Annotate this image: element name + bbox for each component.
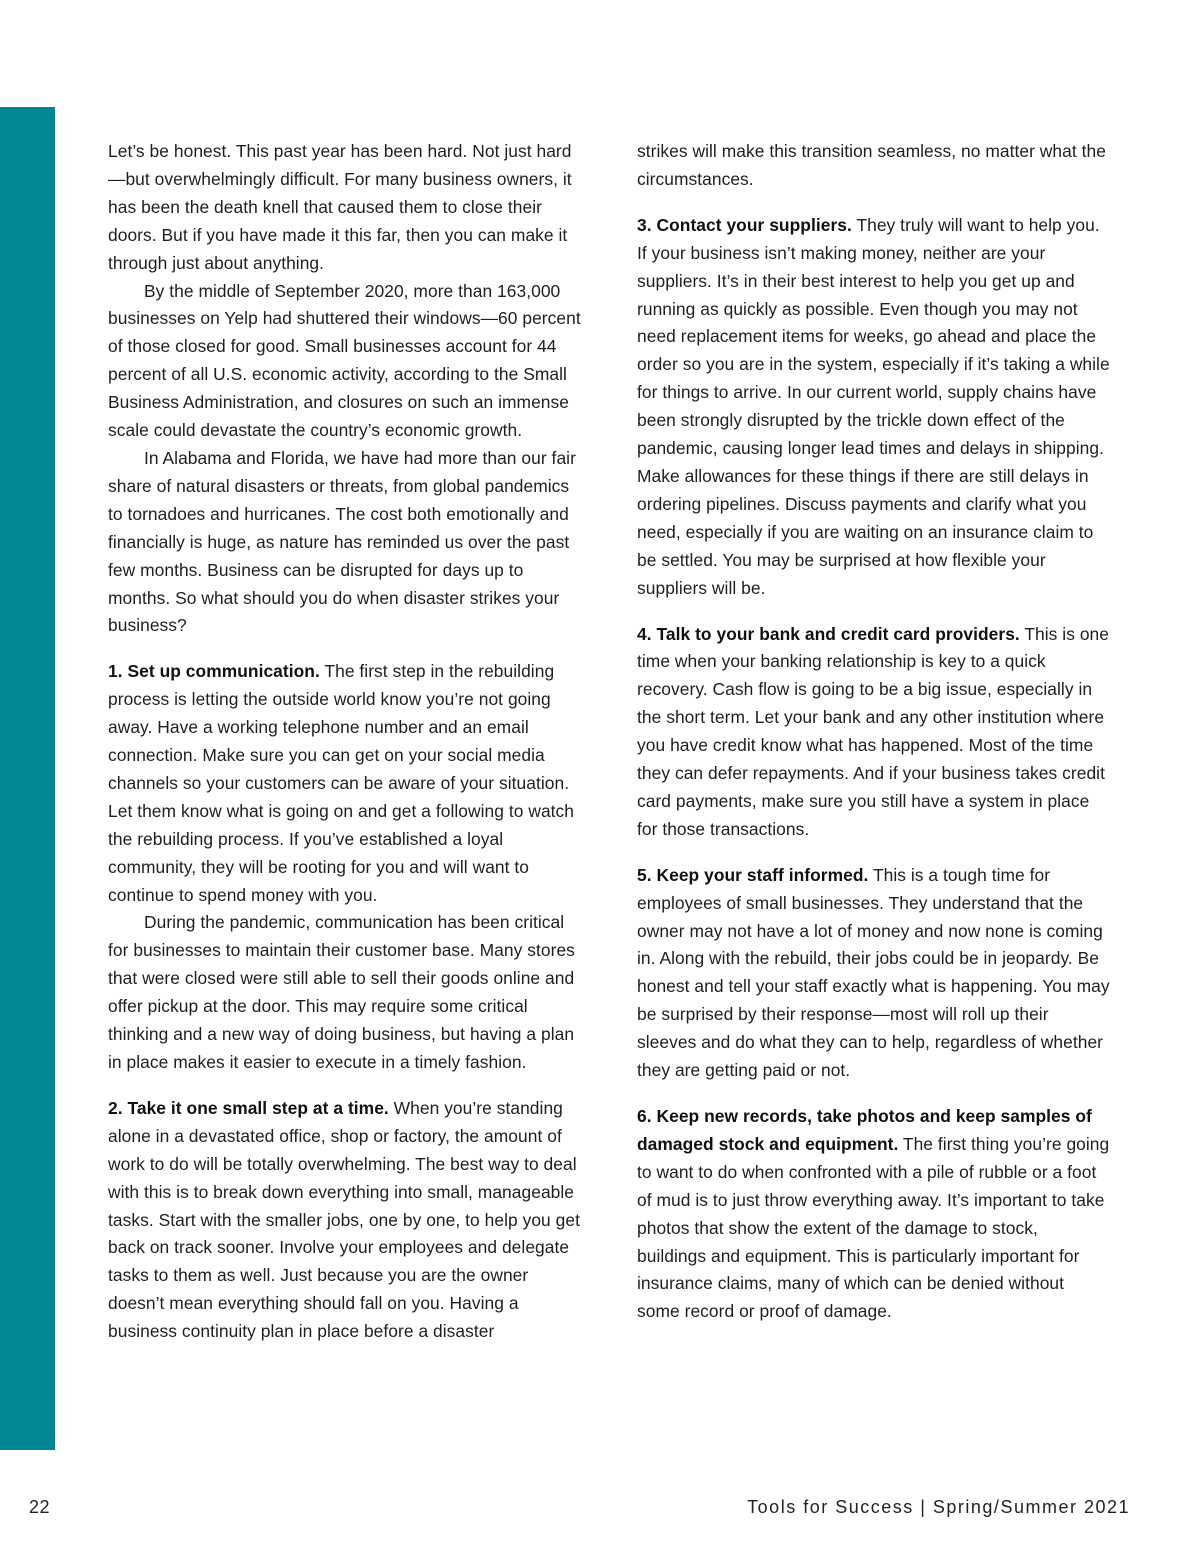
right-column: [637, 138, 1111, 1326]
intro-paragraph-2: By the middle of September 2020, more than 163,000 businesses on Yelp had shuttered their windows—60 percent of those closed for good. Small businesses account for 44 percent of all U.S. economic activity, according to the Small Business Administration, and closures on such an immense scale could devastate the country’s economic growth.: [108, 280, 581, 441]
step-3-paragraph: [637, 212, 1111, 603]
step-3-heading: 3. Contact your suppliers.: [637, 214, 852, 235]
intro-paragraph-3: In Alabama and Florida, we have had more than our fair share of natural disasters or threats, from global pandemics to tornadoes and hurricanes. The cost both emotionally and financially is huge, as nature has reminded us over the past few months. Business can be disrupted for days up to months. So what should you do when disaster strikes your business?: [108, 447, 576, 636]
publication-title: Tools for Success | Spring/Summer 2021: [747, 1497, 1130, 1517]
step-1-paragraph-2: During the pandemic, communication has been critical for businesses to maintain their customer base. Many stores that were closed were still able to sell their goods online and offer pickup at the door. This may require some critical thinking and a new way of doing business, but having a plan in place makes it easier to execute in a timely fashion.: [108, 912, 575, 1072]
step-6-paragraph: [637, 1103, 1111, 1326]
intro-paragraph-1: Let’s be honest. This past year has been hard. Not just hard—but overwhelmingly difficult. For many business owners, it has been the death knell that caused them to close their doors. But if you have made it this far, then you can make it through just about anything.: [108, 141, 572, 273]
step-5-heading: 5. Keep your staff informed.: [637, 864, 869, 885]
step-5-paragraph: [637, 862, 1111, 1085]
continuation-paragraph: strikes will make this transition seamless, no matter what the circumstances.: [637, 141, 1106, 189]
step-6-heading: 6. Keep new records, take photos and keep samples of damaged stock and equipment.: [637, 1106, 1092, 1154]
step-2-text: When you’re standing alone in a devastated office, shop or factory, the amount of work to do will be totally overwhelming. The best way to deal with this is to break down everything into small, manageable tasks. Start with the smaller jobs, one by one, to help you get back on track sooner. Involve your employees and delegate tasks to them as well. Just because you are the owner doesn’t mean everything should fall on you. Having a business continuity plan in place before a disaster: [108, 1097, 580, 1342]
step-4-paragraph: [637, 621, 1111, 844]
step-6-text: The first thing you’re going to want to do when confronted with a pile of rubble or a foot of mud is to just throw everything away. It’s important to take photos that show the extent of the damage to stock, buildings and equipment. This is particularly important for insurance claims, many of which can be denied without some record or proof of damage.: [637, 1133, 1110, 1322]
step-1-paragraph: [108, 658, 584, 909]
page-number: 22: [29, 1497, 51, 1517]
step-4-heading: 4. Talk to your bank and credit card providers.: [637, 623, 1020, 644]
left-column: [108, 138, 584, 1346]
step-1-text: The first step in the rebuilding process is letting the outside world know you’re not going away. Have a working telephone number and an email connection. Make sure you can get on your social media channels so your customers can be aware of your situation. Let them know what is going on and get a following to watch the rebuilding process. If you’ve established a loyal community, they will be rooting for you and will want to continue to spend money with you.: [108, 661, 575, 905]
accent-side-bar: [0, 107, 55, 1450]
step-5-text: This is a tough time for employees of small businesses. They understand that the owner may not have a lot of money and now none is coming in. Along with the rebuild, their jobs could be in jeopardy. Be honest and tell your staff exactly what is happening. You may be surprised by their response—most will roll up their sleeves and do what they can to help, regardless of whether they are getting paid or not.: [637, 864, 1110, 1081]
step-4-text: This is one time when your banking relationship is key to a quick recovery. Cash flow is going to be a big issue, especially in the short term. Let your bank and any other institution where you have credit know what has happened. Most of the time they can defer repayments. And if your business takes credit card payments, make sure you still have a system in place for those transactions.: [637, 623, 1110, 839]
step-1-heading: 1. Set up communication.: [108, 661, 320, 682]
step-2-heading: 2. Take it one small step at a time.: [108, 1097, 389, 1118]
step-2-paragraph: [108, 1095, 584, 1346]
step-3-text: They truly will want to help you. If your business isn’t making money, neither are your suppliers. It’s in their best interest to help you get up and running as quickly as possible. Even though you may not need replacement items for weeks, go ahead and place the order so you are in the system, especially if it’s taking a while for things to arrive. In our current world, supply chains have been strongly disrupted by the trickle down effect of the pandemic, causing longer lead times and delays in shipping. Make allowances for these things if there are still delays in ordering pipelines. Discuss payments and clarify what you need, especially if you are waiting on an insurance claim to be settled. You may be surprised at how flexible your suppliers will be.: [637, 214, 1110, 598]
